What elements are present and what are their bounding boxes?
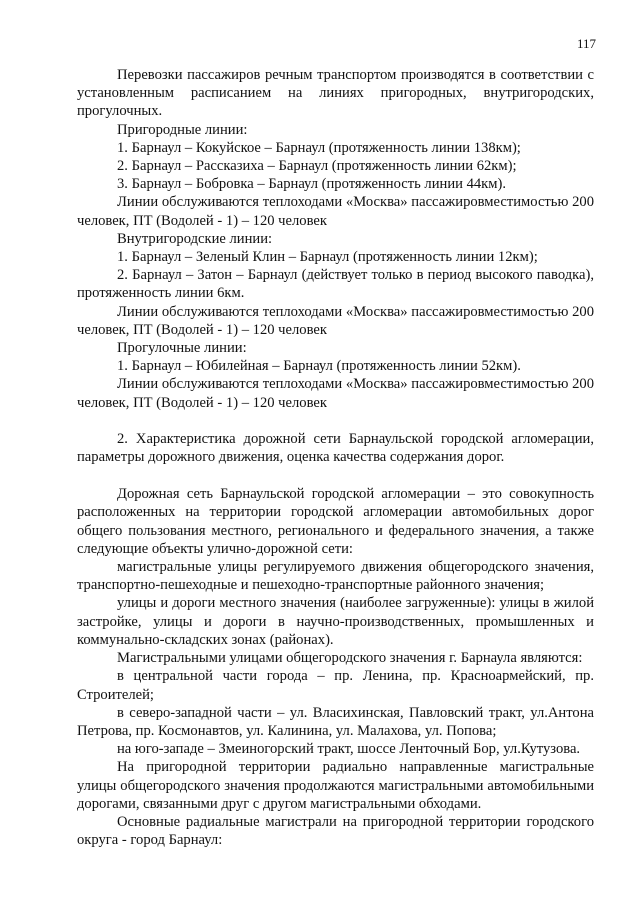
list-item-main-streets: магистральные улицы регулируемого движения общегородского значения, транспортно-пешеходные и пешеходно-транспортные районного значения;	[77, 559, 594, 594]
heading-city-lines: Внутригородские линии:	[117, 230, 273, 247]
section-heading-road-network: 2. Характеристика дорожной сети Барнаульской городской агломерации, параметры дорожного движения, оценка качества содержания дорог.	[77, 430, 594, 466]
paragraph-suburban-vessels: Линии обслуживаются теплоходами «Москва» пассажировместимостью 200 человек, ПТ (Водолей - 1) – 120 человек	[77, 194, 594, 229]
document-body	[77, 66, 594, 849]
paragraph-suburban-radial: На пригородной территории радиально направленные магистральные улицы общегородского значения продолжаются магистральными автомобильными дорогами, связанными друг с другом магистральными обходами.	[77, 759, 594, 812]
list-item-city-1: 1. Барнаул – Зеленый Клин – Барнаул (протяженность линии 12км);	[117, 249, 538, 266]
heading-suburban-lines: Пригородные линии:	[117, 121, 248, 138]
list-item-central-part: в центральной части города – пр. Ленина, пр. Красноармейский, пр. Строителей;	[77, 668, 594, 703]
paragraph-excursion-vessels: Линии обслуживаются теплоходами «Москва» пассажировместимостью 200 человек, ПТ (Водолей - 1) – 120 человек	[77, 376, 594, 411]
paragraph-main-streets-intro: Магистральными улицами общегородского значения г. Барнаула являются:	[117, 650, 583, 667]
paragraph-city-vessels: Линии обслуживаются теплоходами «Москва» пассажировместимостью 200 человек, ПТ (Водолей - 1) – 120 человек	[77, 303, 594, 338]
list-item-suburban-2: 2. Барнаул – Рассказиха – Барнаул (протяженность линии 62км);	[117, 158, 517, 175]
list-item-suburban-3: 3. Барнаул – Бобровка – Барнаул (протяженность линии 44км).	[117, 176, 507, 193]
list-item-north-west: в северо-западной части – ул. Власихинская, Павловский тракт, ул.Антона Петрова, пр. Космонавтов, ул. Калинина, ул. Малахова, ул. Попова;	[77, 704, 594, 739]
list-item-suburban-1: 1. Барнаул – Кокуйское – Барнаул (протяженность линии 138км);	[117, 139, 521, 156]
list-item-south-west: на юго-западе – Змеиногорский тракт, шоссе Ленточный Бор, ул.Кутузова.	[117, 741, 581, 758]
page-number: 117	[576, 36, 596, 51]
paragraph-road-network-definition: Дорожная сеть Барнаульской городской агломерации – это совокупность расположенных на территории городской агломерации автомобильных дорог общего пользования местного, регионального и федерального значения, а также следующие объекты улично-дорожной сети:	[77, 486, 594, 557]
paragraph-river-transport: Перевозки пассажиров речным транспортом производятся в соответствии с установленным расписанием на линиях пригородных, внутригородских, прогулочных.	[77, 67, 594, 120]
paragraph-radial-highways: Основные радиальные магистрали на пригородной территории городского округа - город Барнаул:	[77, 813, 594, 849]
list-item-city-2: 2. Барнаул – Затон – Барнаул (действует только в период высокого паводка), протяженность линии 6км.	[77, 267, 594, 302]
heading-excursion-lines: Прогулочные линии:	[117, 340, 247, 357]
list-item-excursion-1: 1. Барнаул – Юбилейная – Барнаул (протяженность линии 52км).	[117, 358, 521, 375]
list-item-local-streets: улицы и дороги местного значения (наиболее загруженные): улицы в жилой застройке, улицы и дороги в научно-производственных, промышленных и коммунально-складских зонах (районах).	[77, 595, 594, 648]
